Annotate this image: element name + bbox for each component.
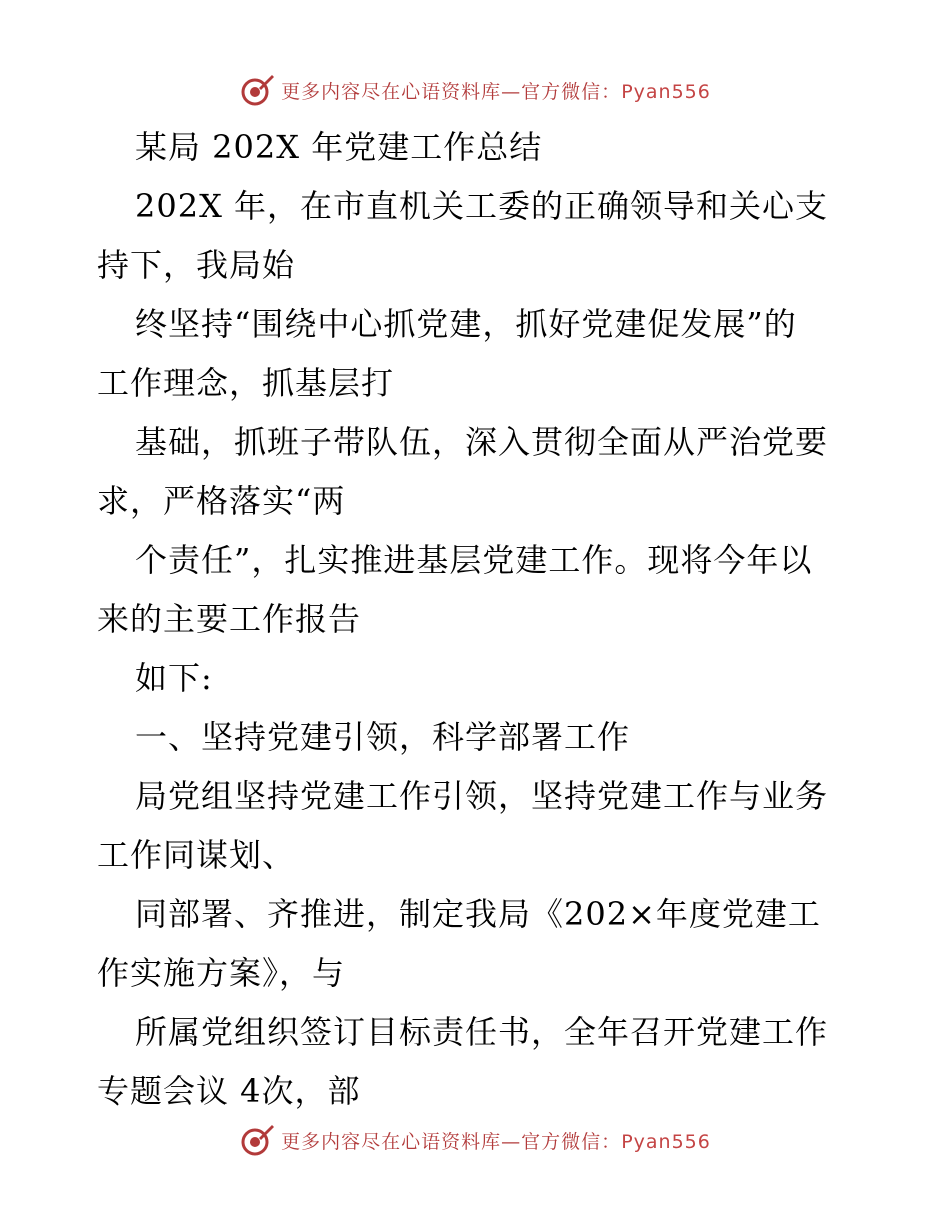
watermark-text: 更多内容尽在心语资料库—官方微信：Pyan556 (281, 1130, 711, 1153)
paragraph-line: 所属党组织签订目标责任书，全年召开党建工作 (135, 1013, 829, 1051)
paragraph-line: 作实施方案》，与 (97, 954, 346, 992)
paragraph-line: 个责任”，扎实推进基层党建工作。现将今年以 (135, 541, 813, 579)
header-watermark (0, 70, 950, 110)
pen-logo-icon (239, 1122, 275, 1158)
paragraph-line: 工作理念，抓基层打 (97, 364, 395, 402)
paragraph-line: 专题会议 4次，部 (97, 1072, 361, 1110)
document-title: 某局 202X 年党建工作总结 (135, 128, 543, 166)
paragraph-line: 来的主要工作报告 (97, 600, 362, 638)
paragraph-line: 基础，抓班子带队伍，深入贯彻全面从严治党要 (135, 423, 829, 461)
paragraph-line: 终坚持“围绕中心抓党建，抓好党建促发展”的 (135, 305, 797, 343)
section-heading: 一、坚持党建引领，科学部署工作 (135, 718, 631, 756)
paragraph-line: 同部署、齐推进，制定我局《202×年度党建工 (135, 895, 821, 933)
footer-watermark (0, 1120, 950, 1160)
paragraph-line: 如下: (135, 659, 213, 697)
watermark-text: 更多内容尽在心语资料库—官方微信：Pyan556 (281, 80, 711, 103)
paragraph-line: 求，严格落实“两 (97, 482, 346, 520)
pen-logo-icon (239, 72, 275, 108)
paragraph-line: 202X 年，在市直机关工委的正确领导和关心支 (135, 187, 829, 225)
paragraph-line: 工作同谋划、 (97, 836, 296, 874)
paragraph-line: 持下，我局始 (97, 246, 296, 284)
paragraph-line: 局党组坚持党建工作引领，坚持党建工作与业务 (135, 777, 829, 815)
